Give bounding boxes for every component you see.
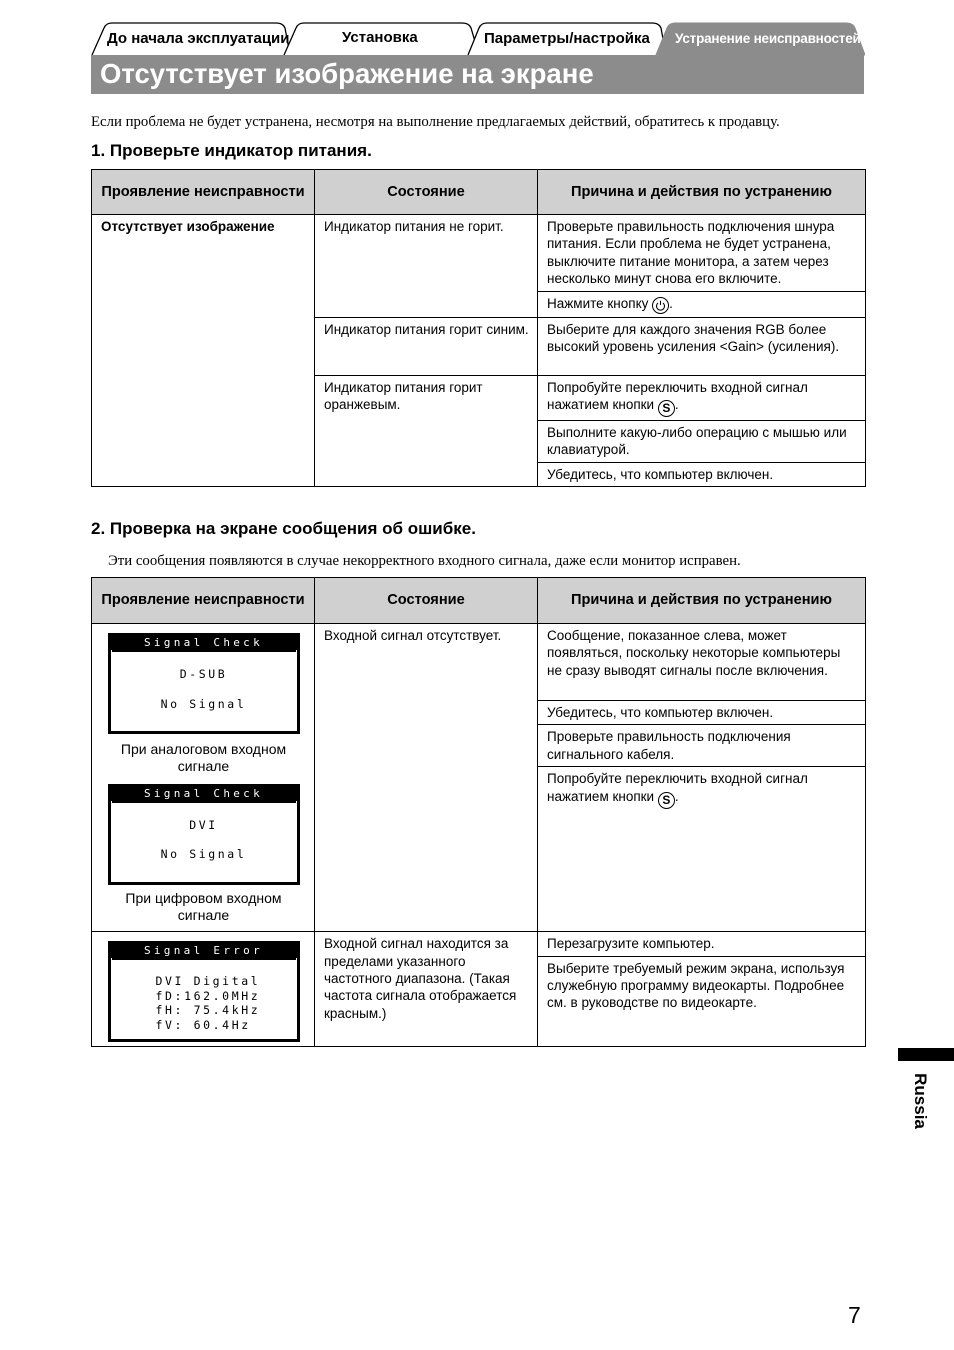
tab-before-use[interactable]: До начала эксплуатации — [107, 30, 290, 47]
action-cell: Выполните какую-либо операцию с мышью или клавиатурой. — [538, 421, 866, 463]
symptom-cell: Отсутствует изображение — [92, 215, 315, 487]
table-header-row — [92, 578, 866, 624]
state-cell: Входной сигнал находится за пределами указанного частотного диапазона. (Такая частота сигнала отображается красным.) — [315, 932, 538, 1046]
action-text-end: . — [674, 397, 679, 413]
language-label-text: Russia — [911, 1073, 930, 1129]
action-cell: Убедитесь, что компьютер включен. — [538, 701, 866, 725]
power-button-icon — [652, 297, 669, 314]
header-state: Состояние — [315, 578, 538, 624]
section-tabs — [90, 22, 865, 56]
no-signal-dsub-screen — [108, 633, 300, 734]
action-cell: Перезагрузите компьютер. — [538, 932, 866, 956]
error-message-table — [91, 577, 866, 1047]
screen-line: fV: 60.4Hz — [155, 1017, 251, 1032]
section2-note: Эти сообщения появляются в случае некорректного входного сигнала, даже если монитор исправен. — [108, 553, 741, 569]
screen-line: No Signal — [160, 696, 247, 711]
header-action: Причина и действия по устранению — [538, 578, 866, 624]
tab-installation[interactable]: Установка — [342, 29, 418, 46]
table-row — [92, 215, 866, 292]
section2-title: 2. Проверка на экране сообщения об ошибке. — [91, 519, 476, 538]
header-state: Состояние — [315, 170, 538, 215]
screen-line: D-SUB — [179, 667, 228, 681]
action-cell: Сообщение, показанное слева, может появляться, поскольку некоторые компьютеры не сразу выводят сигналы после включения. — [538, 624, 866, 701]
tab-settings[interactable]: Параметры/настройка — [484, 30, 650, 47]
state-cell: Входной сигнал отсутствует. — [315, 624, 538, 932]
screen-line: No Signal — [160, 847, 247, 862]
action-cell — [538, 291, 866, 317]
no-signal-dvi-screen — [108, 784, 300, 885]
page-number: 7 — [848, 1302, 861, 1328]
signal-error-screen — [108, 941, 300, 1042]
state-cell: Индикатор питания горит оранжевым. — [315, 375, 538, 487]
action-text: Попробуйте переключить входной сигнал нажатием кнопки — [547, 771, 808, 804]
screen-line: fH: 75.4kHz — [155, 1003, 261, 1018]
page-title: Отсутствует изображение на экране — [100, 58, 594, 89]
language-tab-marker — [898, 1048, 954, 1061]
page-title-bar — [91, 55, 864, 94]
screen-line: DVI Digital — [155, 974, 261, 989]
action-cell: Проверьте правильность подключения шнура питания. Если проблема не будет устранена, выключите питание монитора, а затем через несколько минут снова его включите. — [538, 215, 866, 292]
action-cell: Проверьте правильность подключения сигнального кабеля. — [538, 725, 866, 767]
action-text-end: . — [674, 788, 679, 804]
screen-caption: При аналоговом входном сигнале — [120, 741, 287, 775]
action-cell — [538, 375, 866, 420]
screen-title-bar: Signal Error — [111, 944, 297, 958]
symptom-cell — [92, 932, 315, 1046]
section1-title: 1. Проверьте индикатор питания. — [91, 141, 372, 160]
symptom-cell — [92, 624, 315, 932]
intro-text: Если проблема не будет устранена, несмотря на выполнение предлагаемых действий, обратитесь к продавцу. — [91, 114, 780, 130]
action-text: Попробуйте переключить входной сигнал нажатием кнопки — [547, 379, 808, 413]
tab-troubleshooting[interactable]: Устранение неисправностей — [675, 31, 861, 46]
language-label — [903, 1066, 937, 1136]
input-button-icon: S — [658, 792, 675, 809]
action-text: Нажмите кнопку — [547, 295, 649, 311]
screen-title-bar: Signal Check — [111, 636, 297, 650]
input-button-icon: S — [658, 400, 675, 417]
action-cell: Убедитесь, что компьютер включен. — [538, 462, 866, 486]
header-action: Причина и действия по устранению — [538, 170, 866, 215]
table-row — [92, 932, 866, 956]
state-cell: Индикатор питания не горит. — [315, 215, 538, 318]
action-cell — [538, 767, 866, 932]
power-indicator-table — [91, 169, 866, 487]
header-symptom: Проявление неисправности — [92, 578, 315, 624]
action-cell: Выберите требуемый режим экрана, используя служебную программу видеокарты. Подробнее см. в руководстве по видеокарте. — [538, 956, 866, 1046]
action-text-end: . — [669, 295, 673, 311]
action-cell: Выберите для каждого значения RGB более высокий уровень усиления <Gain> (усиления). — [538, 317, 866, 375]
screen-caption: При цифровом входном сигнале — [125, 889, 282, 924]
screen-title-bar: Signal Check — [111, 787, 297, 801]
state-cell: Индикатор питания горит синим. — [315, 317, 538, 375]
screen-line: fD:162.0MHz — [155, 988, 261, 1003]
table-row — [92, 624, 866, 701]
screen-line: DVI — [189, 817, 218, 832]
table-header-row — [92, 170, 866, 215]
header-symptom: Проявление неисправности — [92, 170, 315, 215]
